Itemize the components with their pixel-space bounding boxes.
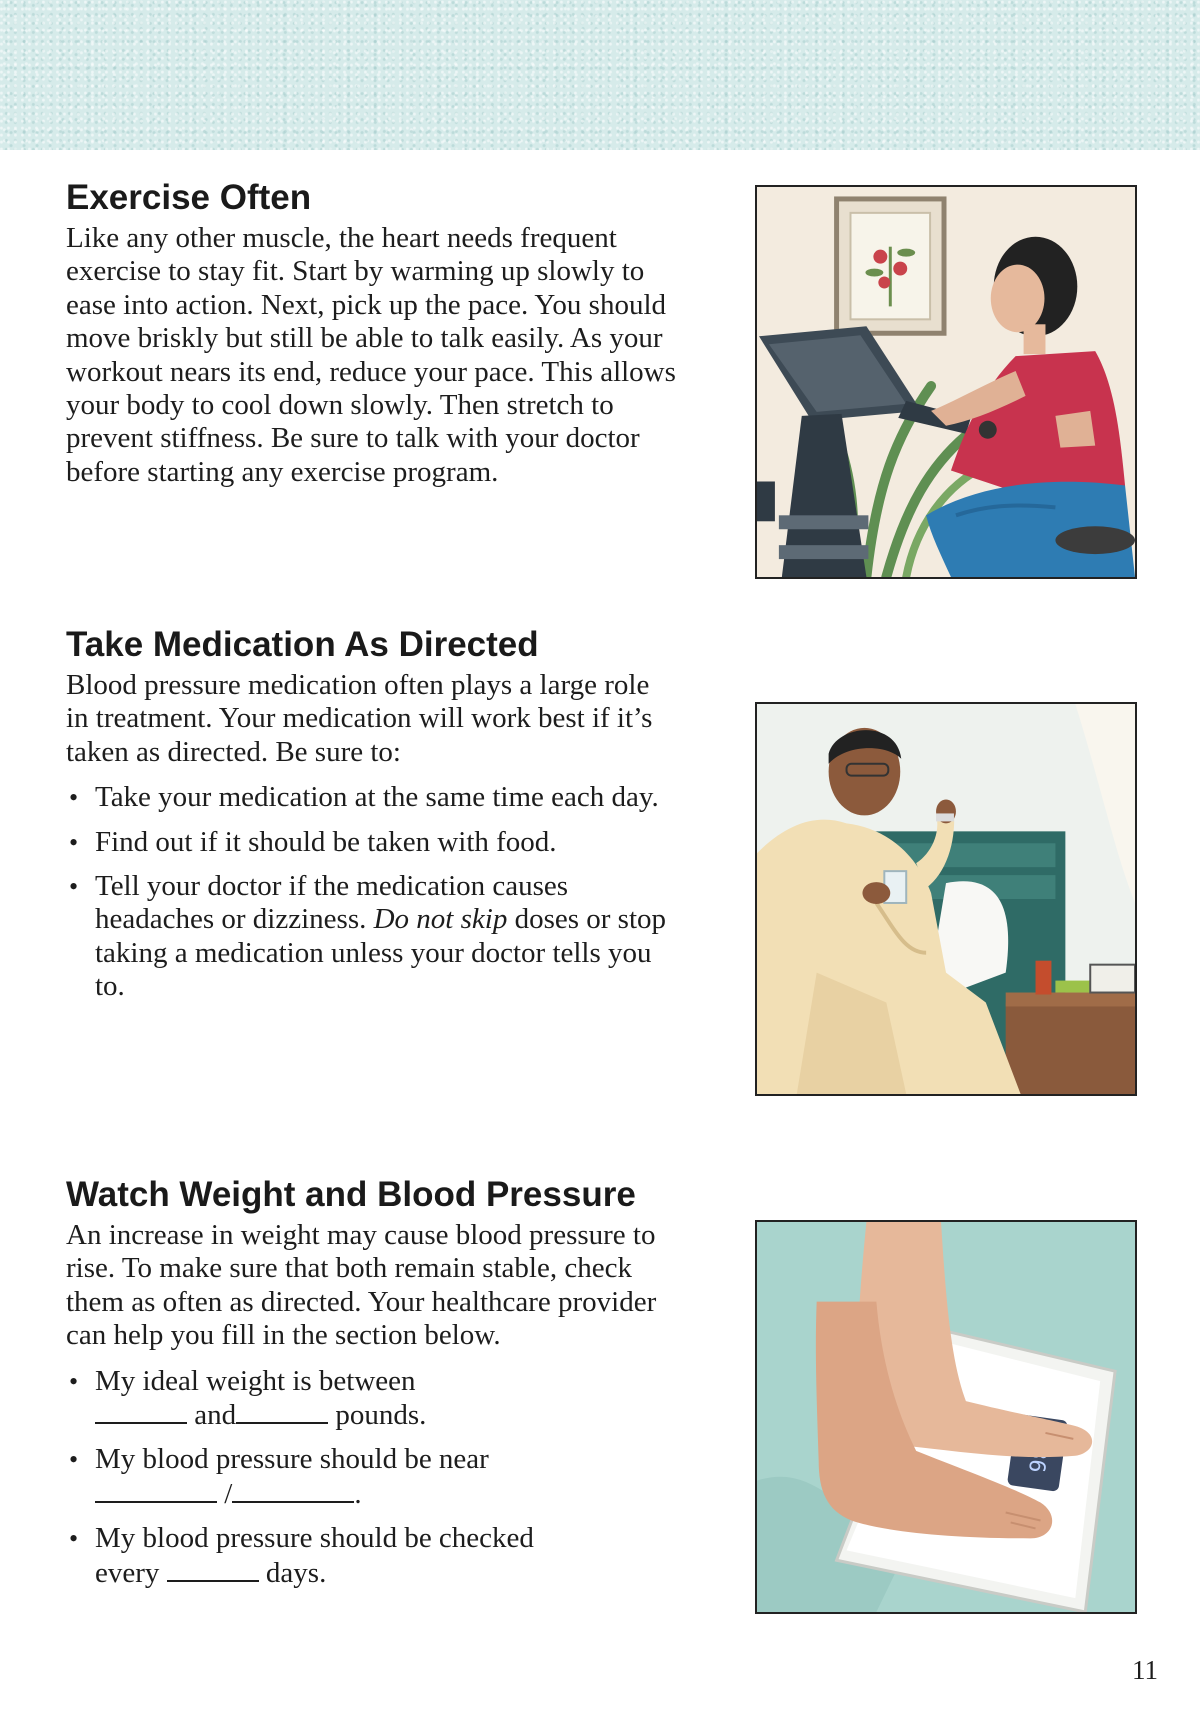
section-paragraph: An increase in weight may cause blood pressure to rise. To make sure that both remain stable, check them as often as directed. Your healthcare provider can help you fill in the section below. [66, 1219, 657, 1352]
slash-text: / [224, 1477, 233, 1510]
emphasis-text: Do not skip [373, 903, 508, 936]
section-heading: Take Medication As Directed [66, 625, 539, 664]
list-item-text: doses or stop taking a medication unless your doctor tells you to. [95, 903, 667, 1003]
medication-section [66, 625, 676, 1015]
man-taking-medication-illustration [755, 702, 1137, 1096]
days-blank[interactable] [167, 1556, 259, 1582]
woman-exercise-bike-illustration [755, 185, 1137, 579]
list-item-text: My ideal weight is between [95, 1364, 416, 1397]
ideal-weight-item [66, 1365, 676, 1433]
list-item-text: My blood pressure should be checked [95, 1522, 534, 1555]
fill-in-list [66, 1365, 676, 1590]
weight-min-blank[interactable] [95, 1398, 187, 1424]
list-item-text: My blood pressure should be near [95, 1443, 489, 1476]
section-heading: Watch Weight and Blood Pressure [66, 1175, 636, 1214]
section-paragraph: Blood pressure medication often plays a large role in treatment. Your medication will work best if it’s taken as directed. Be sure to: [66, 669, 653, 768]
end-text: . [354, 1477, 362, 1510]
bullet-list [66, 781, 676, 1003]
diastolic-blank[interactable] [232, 1477, 354, 1503]
exercise-section [66, 178, 676, 489]
unit-text: days. [265, 1556, 327, 1589]
list-item-text: Tell your doctor if the medication causes headaches or dizziness. [95, 870, 569, 936]
section-heading: Exercise Often [66, 178, 312, 217]
feet-on-scale-illustration [755, 1220, 1137, 1614]
bp-frequency-item [66, 1522, 676, 1590]
bp-target-item [66, 1443, 676, 1511]
systolic-blank[interactable] [95, 1477, 217, 1503]
and-text: and [194, 1399, 237, 1432]
every-text: every [95, 1556, 160, 1589]
list-item: • Find out if it should be taken with food. [66, 826, 676, 859]
unit-text: pounds. [335, 1399, 427, 1432]
decorative-top-band [0, 0, 1200, 150]
section-paragraph: Like any other muscle, the heart needs frequent exercise to stay fit. Start by warming up slowly to ease into action. Next, pick up the pace. You should move briskly but still be able to talk easily. As your workout nears its end, reduce your pace. This allows your body to cool down slowly. Then stretch to prevent stiffness. Be sure to talk with your doctor before starting any exercise program. [66, 222, 676, 488]
page-number: 11 [1132, 1655, 1158, 1685]
list-item [66, 870, 676, 1004]
list-item: • Take your medication at the same time each day. [66, 781, 676, 814]
weight-max-blank[interactable] [236, 1398, 328, 1424]
weight-bp-section [66, 1175, 676, 1601]
